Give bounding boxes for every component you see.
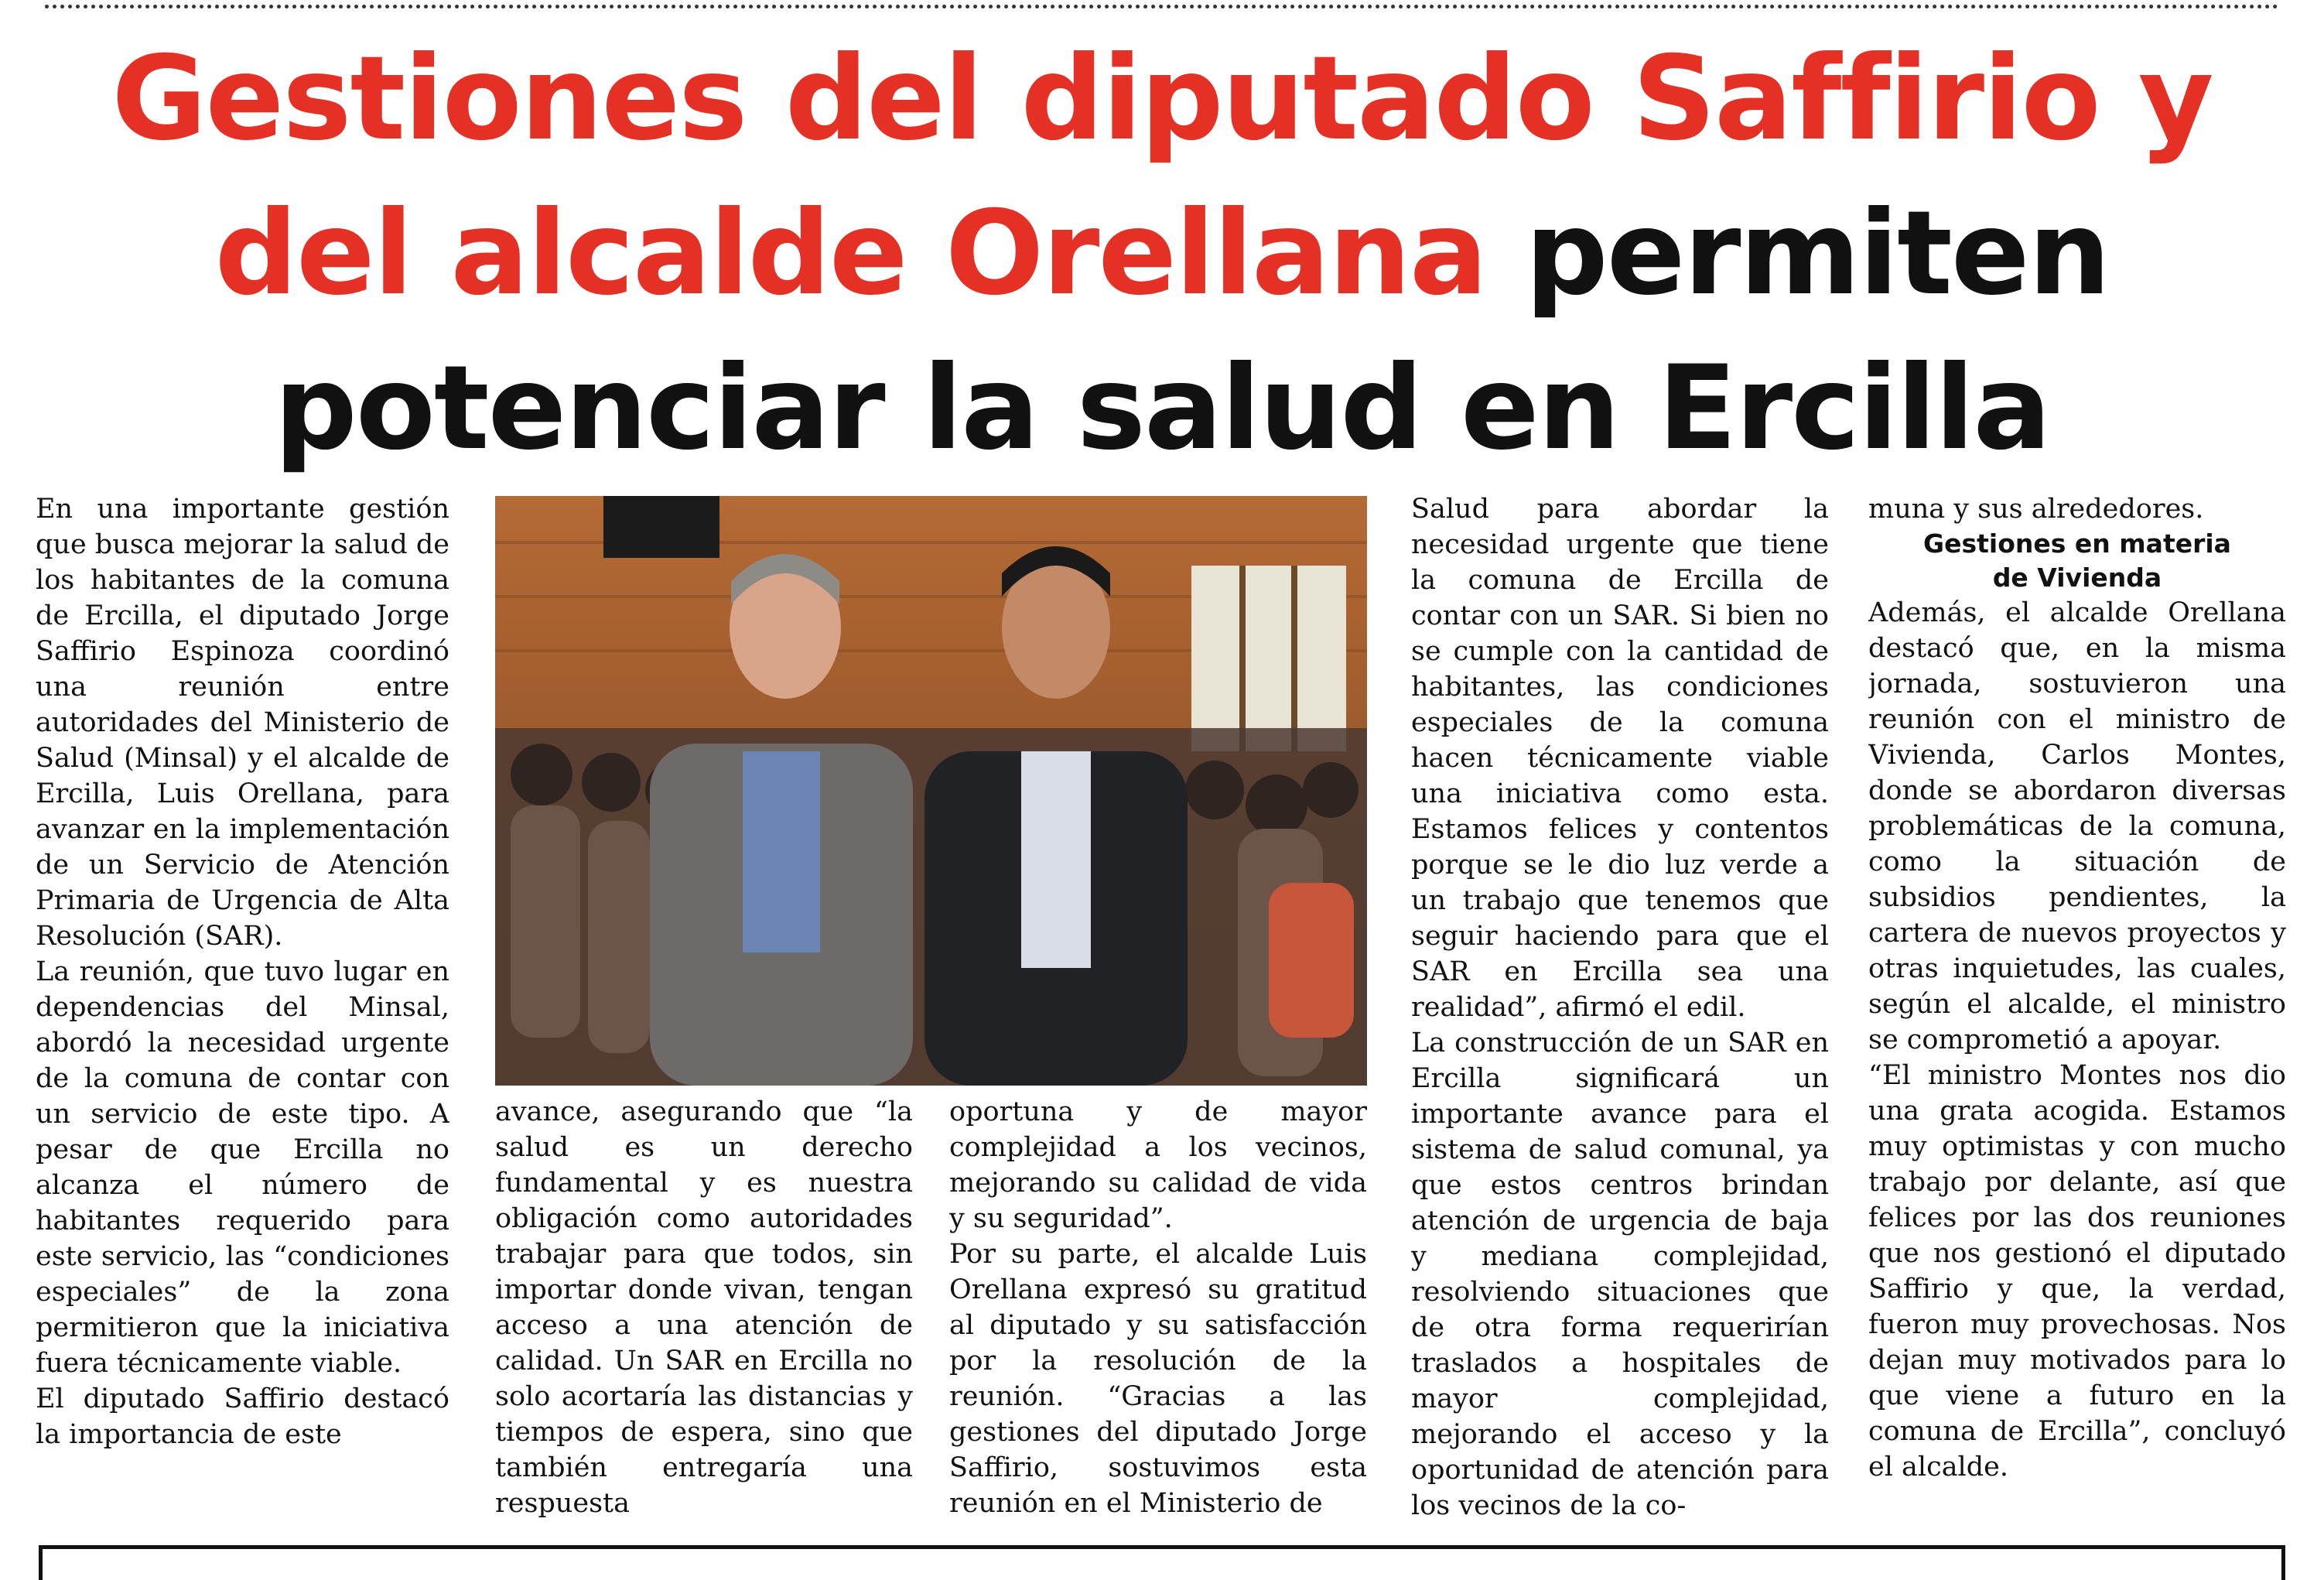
bottom-frame-border [39,1545,2285,1580]
paragraph: “El ministro Montes nos dio una grata acogida. Estamos muy optimistas y con mucho trabajo por delante, así que felices por las dos reuniones que nos gestionó el diputado Saffirio y que, la verdad, fueron muy provechosas. Nos dejan muy motivados para lo que viene a futuro en la comuna de Ercilla”, concluyó el alcalde. [1868,1060,2286,1483]
paragraph: avance, asegurando que “la salud es un derecho fundamental y es nuestra obligación como autoridades trabajar para que todos, sin importar donde vivan, tengan acceso a una atención de calidad. Un SAR en Ercilla no solo acortaría las distancias y tiempos de espera, sino que también entregaría una respuesta [495,1096,913,1519]
section-subheading-line2: de Vivienda [1992,563,2162,593]
article-headline [0,22,2324,486]
article-column-2 [495,1094,913,1537]
headline-red-part: Gestiones del diputado Saffirio y del alcalde Orellana [111,32,2213,321]
paragraph: Además, el alcalde Orellana destacó que, en la misma jornada, sostuvieron una reunión con el ministro de Vivienda, Carlos Montes, donde se abordaron diversas problemáticas de la comuna, como la situación de subsidios pendientes, la cartera de nuevos proyectos y otras inquietudes, las cuales, según el alcalde, el ministro se comprometió a apoyar. [1868,597,2286,1055]
paragraph: Salud para abordar la necesidad urgente que tiene la comuna de Ercilla de contar con un SAR. Si bien no se cumple con la cantidad de habitantes, las condiciones especiales de la comuna hacen técnicamente viable una iniciativa como esta. Estamos felices y contentos porque se le dio luz verde a un trabajo que tenemos que seguir haciendo para que el SAR en Ercilla sea una realidad”, afirmó el edil. [1411,494,1829,1023]
article-column-1 [36,491,449,1537]
article-column-4 [1411,491,1829,1537]
paragraph: muna y sus alrededores. [1868,494,2204,525]
article-column-3 [949,1094,1367,1537]
paragraph: El diputado Saffirio destacó la importancia de este [36,1383,449,1450]
headline-black-part: permiten potenciar la salud en Ercilla [274,186,2110,476]
photo-two-men-icon [495,496,1367,1086]
paragraph: La reunión, que tuvo lugar en dependencias del Minsal, abordó la necesidad urgente de la comuna de contar con un servicio de este tipo. A pesar de que Ercilla no alcanza el número de habitantes requerido para este servicio, las “condiciones especiales” de la zona permitieron que la iniciativa fuera técnicamente viable. [36,956,449,1379]
paragraph: En una importante gestión que busca mejorar la salud de los habitantes de la comuna de Ercilla, el diputado Jorge Saffirio Espinoza coordinó una reunión entre autoridades del Ministerio de Salud (Minsal) y el alcalde de Ercilla, Luis Orellana, para avanzar en la implementación de un Servicio de Atención Primaria de Urgencia de Alta Resolución (SAR). [36,494,449,952]
paragraph: La construcción de un SAR en Ercilla significará un importante avance para el sistema de salud comunal, ya que estos centros brindan atención de urgencia de baja y mediana complejidad, resolviendo situaciones que de otra forma requerirían traslados a hospitales de mayor complejidad, mejorando el acceso y la oportunidad de atención para los vecinos de la co- [1411,1028,1829,1521]
paragraph: Por su parte, el alcalde Luis Orellana expresó su gratitud al diputado y su satisfacción por la resolución de la reunión. “Gracias a las gestiones del diputado Jorge Saffirio, sostuvimos esta reunión en el Ministerio de [949,1239,1367,1519]
paragraph: oportuna y de mayor complejidad a los vecinos, mejorando su calidad de vida y su seguridad”. [949,1096,1367,1234]
section-subheading: Gestiones en materia [1923,528,2231,559]
article-photo [495,496,1367,1086]
top-dotted-rule [45,5,2279,9]
article-column-5 [1868,491,2286,1537]
